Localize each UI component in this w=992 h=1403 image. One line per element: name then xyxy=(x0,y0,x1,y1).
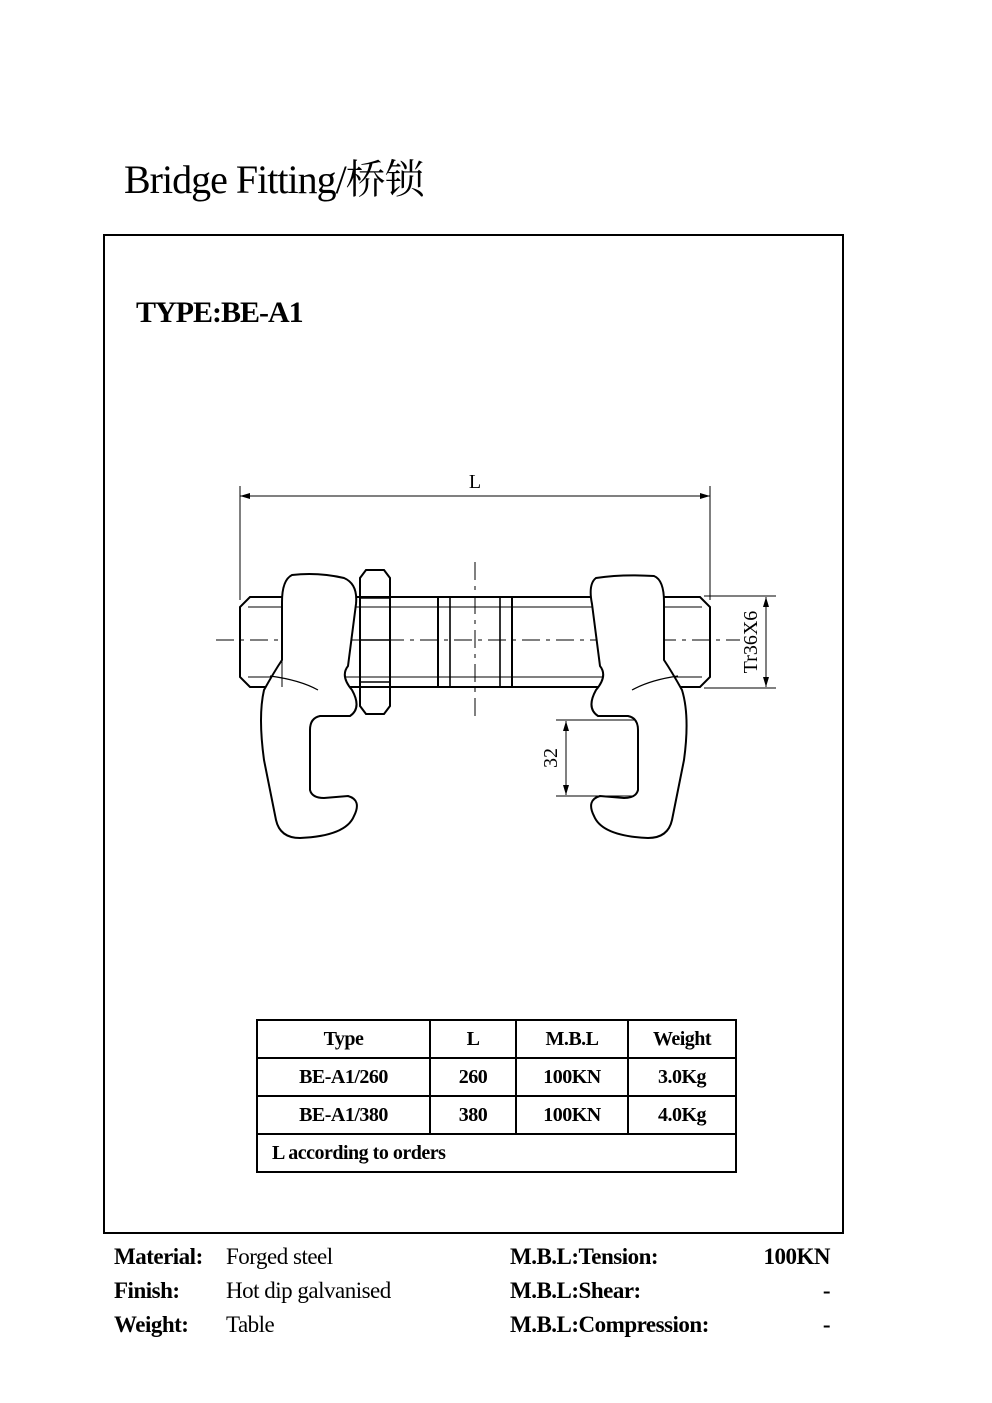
mbl-compression-value: - xyxy=(822,1312,830,1337)
header-mbl: M.B.L xyxy=(516,1020,628,1058)
thread-label: Tr36X6 xyxy=(740,610,762,674)
cell-mbl: 100KN xyxy=(516,1058,628,1096)
weight-row xyxy=(114,1308,391,1342)
header-weight: Weight xyxy=(628,1020,736,1058)
spec-table xyxy=(256,1019,737,1173)
cell-weight: 4.0Kg xyxy=(628,1096,736,1134)
mbl-shear-row xyxy=(510,1274,830,1308)
right-hook xyxy=(591,575,687,838)
material-row xyxy=(114,1240,391,1274)
spec-header-row xyxy=(257,1020,736,1058)
cell-weight: 3.0Kg xyxy=(628,1058,736,1096)
cell-mbl: 100KN xyxy=(516,1096,628,1134)
hook-dimension-label: 32 xyxy=(540,748,562,768)
cell-length: 260 xyxy=(430,1058,516,1096)
cell-type: BE-A1/260 xyxy=(257,1058,430,1096)
page-title: Bridge Fitting/桥锁 xyxy=(124,157,424,202)
finish-row xyxy=(114,1274,391,1308)
mbl-compression-row xyxy=(510,1308,830,1342)
mbl-block xyxy=(510,1240,830,1342)
cell-type: BE-A1/380 xyxy=(257,1096,430,1134)
weight-value: Table xyxy=(226,1312,275,1337)
left-hook xyxy=(261,574,357,838)
table-row xyxy=(257,1058,736,1096)
mbl-shear-label: M.B.L:Shear: xyxy=(510,1278,641,1303)
table-row xyxy=(257,1096,736,1134)
header-length: L xyxy=(430,1020,516,1058)
weight-label: Weight: xyxy=(114,1312,189,1337)
finish-value: Hot dip galvanised xyxy=(226,1278,391,1303)
mbl-tension-row xyxy=(510,1240,830,1274)
finish-label: Finish: xyxy=(114,1278,180,1303)
table-note: L according to orders xyxy=(257,1134,736,1172)
material-value: Forged steel xyxy=(226,1244,333,1269)
properties-block xyxy=(114,1240,391,1342)
mbl-tension-value: 100KN xyxy=(763,1244,830,1269)
mbl-shear-value: - xyxy=(822,1278,830,1303)
table-note-row xyxy=(257,1134,736,1172)
mbl-compression-label: M.B.L:Compression: xyxy=(510,1312,709,1337)
type-label: TYPE:BE-A1 xyxy=(136,296,303,329)
material-label: Material: xyxy=(114,1244,203,1269)
hex-nut xyxy=(360,570,390,714)
cell-length: 380 xyxy=(430,1096,516,1134)
mbl-tension-label: M.B.L:Tension: xyxy=(510,1244,659,1269)
header-type: Type xyxy=(257,1020,430,1058)
length-label: L xyxy=(468,471,482,493)
